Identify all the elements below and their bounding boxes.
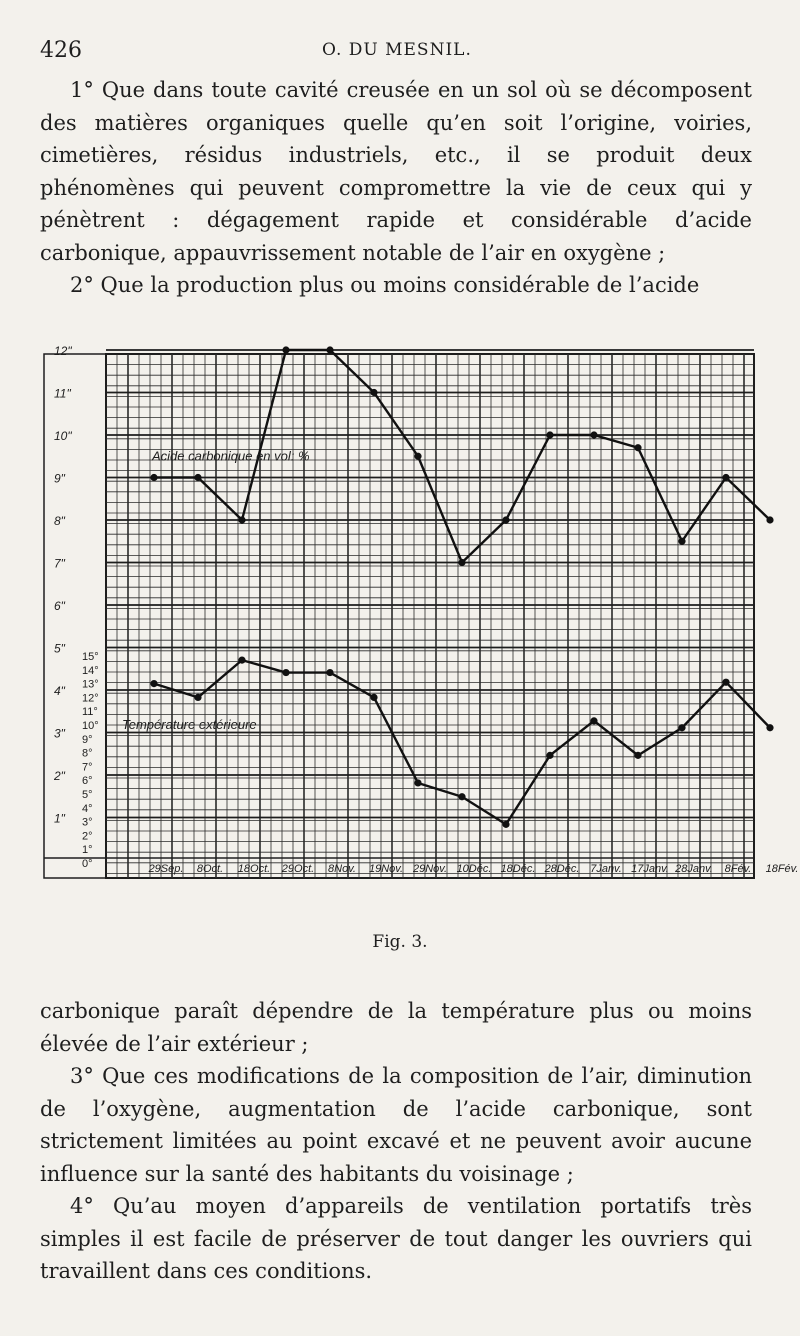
paragraph-2-continued: carbonique paraît dépendre de la température plus ou moins élevée de l’air extérieur ;	[40, 999, 752, 1056]
temp-tick-label: 7°	[82, 761, 93, 774]
co2-data-point	[282, 346, 289, 353]
temperature-data-point	[722, 679, 729, 686]
temp-tick-label: 9°	[82, 733, 93, 746]
temperature-data-point	[282, 669, 289, 676]
co2-series-label: Acide carbonique en vol: %	[152, 448, 310, 464]
co2-data-point	[634, 444, 641, 451]
temperature-data-point	[370, 694, 377, 701]
x-tick-label: 28Déc.	[544, 863, 580, 875]
temp-tick-label: 12°	[82, 692, 99, 705]
x-tick-label: 8Fév.	[724, 863, 752, 875]
text-block-top	[40, 74, 752, 302]
temp-tick-label: 11°	[82, 706, 98, 719]
temperature-data-point	[502, 821, 509, 828]
temp-tick-label: 3°	[82, 816, 93, 829]
co2-tick-label: 5"	[54, 641, 65, 656]
co2-tick-label: 6"	[54, 599, 65, 613]
temp-tick-label: 2°	[82, 830, 93, 843]
page-header	[40, 38, 752, 68]
temp-tick-label: 15°	[82, 651, 99, 663]
co2-data-point	[194, 474, 201, 481]
co2-data-point	[766, 516, 773, 523]
temp-tick-label: 10°	[82, 720, 99, 732]
co2-data-point	[590, 431, 597, 438]
co2-tick-label: 1"	[54, 811, 65, 826]
temperature-data-point	[238, 657, 245, 664]
co2-data-point	[326, 346, 333, 353]
x-tick-label: 18Fév.	[765, 863, 799, 875]
co2-data-point	[722, 474, 729, 481]
running-title: O. DU MESNIL.	[322, 40, 472, 60]
x-tick-label: 29Nov.	[412, 863, 448, 875]
temperature-data-point	[678, 724, 685, 731]
x-tick-label: 8Nov.	[328, 863, 356, 875]
temp-tick-label: 8°	[82, 747, 93, 760]
paragraph-4: 4° Qu’au moyen d’appareils de ventilation portatifs très simples il est facile de préserver de tout danger les ouvriers qui travaillent dans ces conditions.	[40, 1194, 752, 1283]
co2-tick-label: 12"	[54, 344, 72, 358]
temp-tick-label: 6°	[82, 775, 93, 788]
temperature-data-point	[150, 680, 157, 687]
co2-data-point	[150, 474, 157, 481]
chart-grid	[106, 350, 754, 878]
paragraph-2: 2° Que la production plus ou moins considérable de l’acide	[70, 273, 700, 297]
x-tick-label: 18Déc.	[500, 863, 536, 875]
co2-tick-label: 10"	[54, 429, 72, 443]
text-block-bottom	[40, 995, 752, 1288]
temp-tick-label: 0°	[82, 858, 93, 870]
x-tick-label: 8Oct.	[196, 863, 224, 875]
page-number: 426	[40, 38, 82, 63]
temperature-data-point	[458, 793, 465, 800]
co2-data-point	[678, 538, 685, 545]
temperature-data-point	[326, 669, 333, 676]
co2-data-point	[502, 516, 509, 523]
temperature-data-point	[414, 779, 421, 786]
co2-data-point	[546, 431, 553, 438]
x-tick-label: 28Janv.	[675, 863, 713, 875]
paragraph-3: 3° Que ces modifications de la composition de l’air, diminution de l’oxygène, augmentation de l’acide carbonique, sont strictement limitées au point excavé et ne peuvent avoir aucune influence sur la santé des habitants du voisinage ;	[40, 1064, 752, 1186]
temp-tick-label: 1°	[82, 844, 93, 857]
temperature-data-point	[546, 752, 553, 759]
x-tick-label: 29Oct.	[281, 863, 315, 875]
co2-tick-label: 9"	[54, 471, 65, 486]
co2-data-point	[458, 559, 465, 566]
x-tick-label: 18Oct.	[237, 863, 271, 875]
x-tick-label: 7Janv.	[590, 863, 622, 875]
co2-data-point	[238, 516, 245, 523]
temperature-data-point	[766, 724, 773, 731]
x-tick-label: 19Nov.	[368, 863, 404, 875]
temperature-series-label: Température extérieure	[122, 717, 257, 732]
co2-tick-label: 8"	[54, 514, 65, 528]
temperature-data-point	[590, 717, 597, 724]
temp-tick-label: 14°	[82, 664, 99, 677]
temp-tick-label: 13°	[82, 678, 99, 691]
temp-tick-label: 5°	[82, 789, 93, 801]
paragraph-1: 1° Que dans toute cavité creusée en un sol où se décomposent des matières organiques quelle qu’en soit l’origine, voiries, cimetières, résidus industriels, etc., il se produit deux phénomènes qui peuvent compromettre la vie de ceux qui y pénètrent : dégagement rapide et considérable d’acide carbonique, appauvrissement notable de l’air en oxygène ;	[40, 78, 752, 265]
temp-tick-label: 4°	[82, 802, 93, 815]
figure-caption: Fig. 3.	[372, 932, 428, 952]
figure-3-chart	[44, 344, 799, 900]
co2-tick-label: 4"	[54, 684, 65, 698]
co2-tick-label: 2"	[54, 769, 65, 783]
temperature-data-point	[194, 694, 201, 701]
temperature-data-point	[634, 752, 641, 759]
co2-tick-label: 11"	[54, 386, 71, 401]
co2-data-point	[370, 389, 377, 396]
x-tick-label: 17Janv.	[631, 863, 669, 875]
x-tick-label: 10Déc.	[456, 863, 492, 875]
x-tick-label: 29Sep.	[148, 863, 184, 875]
co2-data-point	[414, 453, 421, 460]
co2-tick-label: 7"	[54, 556, 65, 571]
co2-tick-label: 3"	[54, 726, 65, 741]
